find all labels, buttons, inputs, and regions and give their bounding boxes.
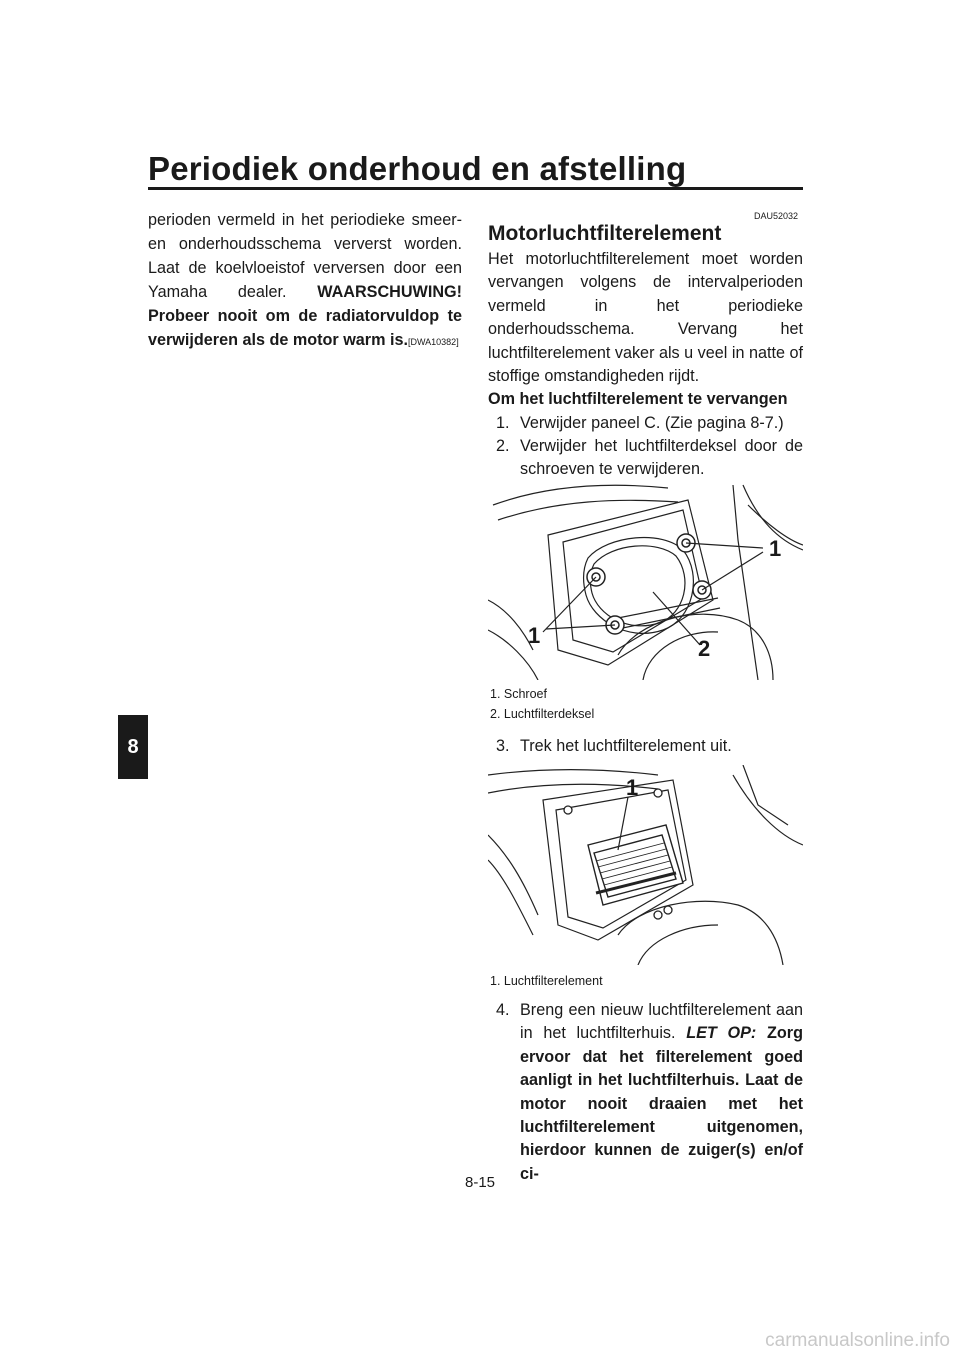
step-number: 4.: [496, 1001, 510, 1019]
step-text: Verwijder het luchtfilterdeksel door de schroeven te verwijderen.: [520, 437, 803, 479]
step-text: [520, 999, 803, 1186]
section-title: Motorluchtfilterelement: [488, 222, 722, 245]
figure1-caption-1: 1. Schroef: [490, 687, 547, 701]
callout-screw-left: 1: [528, 623, 541, 648]
warning-text: WAARSCHUWING! Probeer nooit om de radiatorvuldop te verwijderen als de motor warm is.: [148, 283, 462, 349]
figure2-caption-1: 1. Luchtfilterelement: [490, 974, 603, 988]
step-number: 1.: [496, 414, 510, 432]
header-rule: [148, 187, 803, 190]
caution-label: LET OP:: [686, 1024, 757, 1043]
step-text: Verwijder paneel C. (Zie pagina 8-7.): [520, 414, 784, 432]
left-column-text: [148, 208, 462, 354]
step-number: 2.: [496, 437, 510, 455]
step-4-text: Breng een nieuw luchtfilterelement aan in het luchtfilterhuis.: [520, 1001, 803, 1043]
watermark: carmanualsonline.info: [765, 1330, 950, 1351]
caution-text: Zorg ervoor dat het filterelement goed aanligt in het luchtfilterhuis. Laat de motor nooit draaien met het luchtfilterelement uitgenomen, hierdoor kunnen de zuiger(s) en/of ci-: [520, 1024, 803, 1183]
step-text: Trek het luchtfilterelement uit.: [520, 737, 732, 755]
step-4: [496, 999, 803, 1183]
figure-airfilter-cover: [488, 480, 803, 680]
chapter-tab: 8: [118, 715, 148, 779]
page-title: Periodiek onderhoud en afstelling: [148, 150, 687, 187]
callout-cover: 2: [698, 636, 711, 661]
warning-code: [DWA10382]: [408, 337, 459, 347]
callout-screw-right: 1: [769, 536, 782, 561]
step-number: 3.: [496, 737, 510, 755]
page-number: 8-15: [464, 1174, 496, 1191]
procedure-title: Om het luchtfilterelement te vervangen: [488, 390, 788, 408]
figure1-caption-2: 2. Luchtfilterdeksel: [490, 707, 595, 721]
callout-element: 1: [626, 775, 639, 800]
figure-airfilter-element: [488, 765, 803, 965]
left-body-text: perioden vermeld in het periodieke smeer- en onderhoudsschema ververst worden. Laat de koelvloeistof verversen door een Yamaha dealer.: [148, 211, 462, 301]
section-body: Het motorluchtfilterelement moet worden vervangen volgens de intervalperioden vermeld in het periodieke onderhoudsschema. Vervang het luchtfilterelement vaker als u veel in natte of stoffige omstandigheden rijdt.: [488, 250, 803, 386]
step-2: [496, 435, 803, 483]
step-1: [496, 412, 803, 436]
step-3: [496, 735, 803, 759]
section-code: DAU52032: [754, 211, 799, 221]
